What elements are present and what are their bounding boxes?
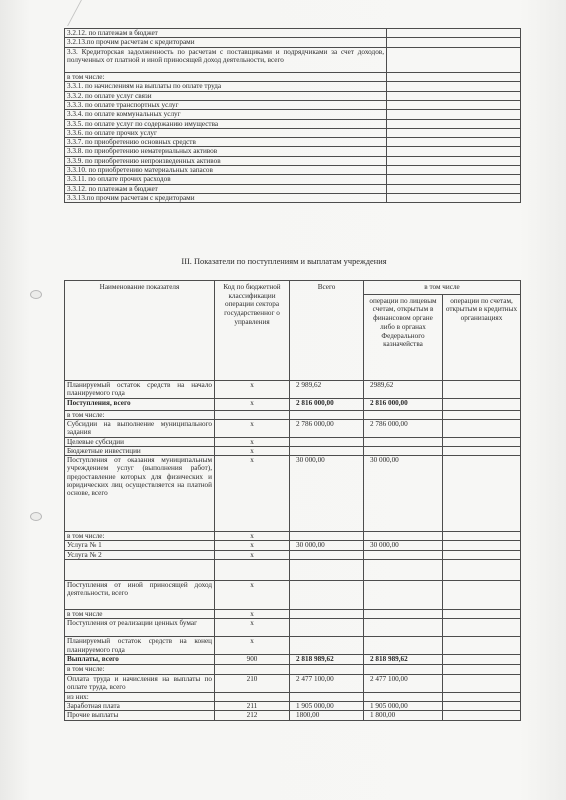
budget-code-cell	[215, 410, 290, 419]
budget-code-cell	[215, 692, 290, 701]
row-value	[387, 47, 521, 73]
table-row	[65, 655, 521, 665]
bank-accounts-cell	[443, 711, 521, 721]
treasury-accounts-cell	[364, 581, 443, 610]
column-header-name: Наименование показателя	[65, 281, 215, 381]
total-cell	[290, 581, 364, 610]
bank-accounts-cell	[443, 619, 521, 637]
treasury-accounts-cell	[364, 410, 443, 419]
table-row	[65, 193, 521, 202]
table-row	[65, 701, 521, 710]
treasury-accounts-cell	[364, 437, 443, 446]
table-row	[65, 437, 521, 446]
indicator-name-cell: Оплата труда и начисления на выплаты по оплате труда, всего	[65, 674, 215, 692]
row-label: 3.3.13.по прочим расчетам с кредиторами	[65, 193, 387, 202]
total-cell: 2 818 989,62	[290, 655, 364, 665]
indicator-name-cell: в том числе:	[65, 410, 215, 419]
indicator-name-cell: из них:	[65, 692, 215, 701]
table-row	[65, 119, 521, 128]
table-row	[65, 446, 521, 455]
row-value	[387, 91, 521, 100]
budget-code-cell: x	[215, 637, 290, 655]
treasury-accounts-cell	[364, 610, 443, 619]
punch-hole	[30, 512, 42, 521]
row-value	[387, 193, 521, 202]
column-header-including: в том числе	[364, 281, 521, 295]
treasury-accounts-cell	[364, 446, 443, 455]
total-cell: 30 000,00	[290, 456, 364, 532]
indicator-name-cell: в том числе	[65, 610, 215, 619]
treasury-accounts-cell	[364, 550, 443, 559]
bank-accounts-cell	[443, 437, 521, 446]
table-row	[65, 100, 521, 109]
indicator-name-cell: Поступления от оказания муниципальным учреждением услуг (выполнения работ), предоставление которых для физических и юридических лиц осуществляется на платной основе, всего	[65, 456, 215, 532]
indicator-name-cell: Бюджетные инвестиции	[65, 446, 215, 455]
bank-accounts-cell	[443, 665, 521, 674]
treasury-accounts-cell: 2989,62	[364, 380, 443, 398]
table-row	[65, 711, 521, 721]
total-cell	[290, 560, 364, 581]
table-row	[65, 456, 521, 532]
treasury-accounts-cell: 1 905 000,00	[364, 701, 443, 710]
treasury-accounts-cell	[364, 560, 443, 581]
column-header-total: Всего	[290, 281, 364, 381]
bank-accounts-cell	[443, 541, 521, 550]
total-cell	[290, 410, 364, 419]
bank-accounts-cell	[443, 398, 521, 410]
table-row	[65, 29, 521, 38]
row-value	[387, 119, 521, 128]
indicator-name-cell: Прочие выплаты	[65, 711, 215, 721]
indicator-name-cell: Поступления, всего	[65, 398, 215, 410]
table-row	[65, 380, 521, 398]
table-row	[65, 91, 521, 100]
row-label: 3.3.7. по приобретению основных средств	[65, 138, 387, 147]
table-row	[65, 47, 521, 73]
table-body	[65, 380, 521, 720]
budget-code-cell: 212	[215, 711, 290, 721]
treasury-accounts-cell	[364, 619, 443, 637]
budget-code-cell	[215, 665, 290, 674]
treasury-accounts-cell	[364, 692, 443, 701]
total-cell	[290, 550, 364, 559]
table-row	[65, 82, 521, 91]
row-value	[387, 110, 521, 119]
row-value	[387, 82, 521, 91]
table-row	[65, 619, 521, 637]
indicator-name-cell: Поступления от реализации ценных бумаг	[65, 619, 215, 637]
budget-code-cell: x	[215, 446, 290, 455]
total-cell	[290, 619, 364, 637]
bank-accounts-cell	[443, 674, 521, 692]
table-row	[65, 184, 521, 193]
table-row	[65, 610, 521, 619]
table-row	[65, 175, 521, 184]
receipts-payments-table	[64, 280, 521, 721]
treasury-accounts-cell	[364, 532, 443, 541]
budget-code-cell: x	[215, 550, 290, 559]
table-row	[65, 674, 521, 692]
total-cell	[290, 610, 364, 619]
table-row	[65, 138, 521, 147]
table-row	[65, 156, 521, 165]
table-row	[65, 110, 521, 119]
row-label: 3.2.12. по платежам в бюджет	[65, 29, 387, 38]
total-cell: 1800,00	[290, 711, 364, 721]
indicator-name-cell: Услуга № 2	[65, 550, 215, 559]
budget-code-cell: x	[215, 532, 290, 541]
row-value	[387, 138, 521, 147]
treasury-accounts-cell: 2 816 000,00	[364, 398, 443, 410]
treasury-accounts-cell: 2 477 100,00	[364, 674, 443, 692]
total-cell	[290, 665, 364, 674]
total-cell	[290, 692, 364, 701]
row-label: 3.3.1. по начислениям на выплаты по оплате труда	[65, 82, 387, 91]
treasury-accounts-cell: 30 000,00	[364, 541, 443, 550]
row-value	[387, 147, 521, 156]
treasury-accounts-cell: 30 000,00	[364, 456, 443, 532]
row-value	[387, 175, 521, 184]
table-row	[65, 128, 521, 137]
row-value	[387, 184, 521, 193]
bank-accounts-cell	[443, 410, 521, 419]
indicator-name-cell: Заработная плата	[65, 701, 215, 710]
table-row	[65, 398, 521, 410]
total-cell: 30 000,00	[290, 541, 364, 550]
indicator-name-cell: Целевые субсидии	[65, 437, 215, 446]
row-value	[387, 128, 521, 137]
bank-accounts-cell	[443, 637, 521, 655]
row-label: 3.2.13.по прочим расчетам с кредиторами	[65, 38, 387, 47]
punch-hole	[30, 290, 42, 299]
row-label: 3.3.10. по приобретению материальных запасов	[65, 166, 387, 175]
bank-accounts-cell	[443, 532, 521, 541]
table-row	[65, 420, 521, 438]
row-value	[387, 156, 521, 165]
bank-accounts-cell	[443, 581, 521, 610]
table-row	[65, 166, 521, 175]
indicator-name-cell: Планируемый остаток средств на конец планируемого года	[65, 637, 215, 655]
indicator-name-cell: в том числе:	[65, 665, 215, 674]
bank-accounts-cell	[443, 446, 521, 455]
row-label: 3.3.12. по платежам в бюджет	[65, 184, 387, 193]
total-cell	[290, 437, 364, 446]
table-row	[65, 692, 521, 701]
row-label: 3.3. Кредиторская задолженность по расчетам с поставщиками и подрядчиками за счет доходов, полученных от платной и иной приносящей доход деятельности, всего	[65, 47, 387, 73]
bank-accounts-cell	[443, 701, 521, 710]
row-label: 3.3.4. по оплате коммунальных услуг	[65, 110, 387, 119]
total-cell: 2 786 000,00	[290, 420, 364, 438]
budget-code-cell	[215, 560, 290, 581]
table-row	[65, 560, 521, 581]
row-label: в том числе:	[65, 73, 387, 82]
row-value	[387, 73, 521, 82]
row-value	[387, 38, 521, 47]
table-row	[65, 38, 521, 47]
indicator-name-cell: Планируемый остаток средств на начало планируемого года	[65, 380, 215, 398]
treasury-accounts-cell: 1 800,00	[364, 711, 443, 721]
column-header-treasury-accounts: операции по лицевым счетам, открытым в финансовом органе либо в органах Федерального казначейства	[364, 294, 443, 380]
treasury-accounts-cell	[364, 637, 443, 655]
table-row	[65, 637, 521, 655]
row-label: 3.3.3. по оплате транспортных услуг	[65, 100, 387, 109]
table-row	[65, 73, 521, 82]
row-label: 3.3.6. по оплате прочих услуг	[65, 128, 387, 137]
row-label: 3.3.9. по приобретению непроизведенных активов	[65, 156, 387, 165]
budget-code-cell: x	[215, 380, 290, 398]
bank-accounts-cell	[443, 420, 521, 438]
table-row	[65, 541, 521, 550]
table-row	[65, 532, 521, 541]
table-row	[65, 550, 521, 559]
row-label: 3.3.8. по приобретению нематериальных активов	[65, 147, 387, 156]
budget-code-cell: 210	[215, 674, 290, 692]
total-cell: 1 905 000,00	[290, 701, 364, 710]
treasury-accounts-cell: 2 786 000,00	[364, 420, 443, 438]
total-cell	[290, 532, 364, 541]
budget-code-cell: x	[215, 437, 290, 446]
bank-accounts-cell	[443, 560, 521, 581]
bank-accounts-cell	[443, 655, 521, 665]
creditor-debt-table-body	[65, 29, 521, 203]
table-row	[65, 665, 521, 674]
row-value	[387, 29, 521, 38]
total-cell: 2 989,62	[290, 380, 364, 398]
row-value	[387, 166, 521, 175]
budget-code-cell: 211	[215, 701, 290, 710]
row-label: 3.3.2. по оплате услуг связи	[65, 91, 387, 100]
row-label: 3.3.11. по оплате прочих расходов	[65, 175, 387, 184]
total-cell	[290, 637, 364, 655]
budget-code-cell: 900	[215, 655, 290, 665]
row-label: 3.3.5. по оплате услуг по содержанию имущества	[65, 119, 387, 128]
table-row	[65, 410, 521, 419]
budget-code-cell: x	[215, 610, 290, 619]
table-row	[65, 147, 521, 156]
budget-code-cell: x	[215, 619, 290, 637]
total-cell	[290, 446, 364, 455]
bank-accounts-cell	[443, 692, 521, 701]
indicator-name-cell: Выплаты, всего	[65, 655, 215, 665]
total-cell: 2 477 100,00	[290, 674, 364, 692]
bank-accounts-cell	[443, 610, 521, 619]
indicator-name-cell: Поступления от иной приносящей доход деятельности, всего	[65, 581, 215, 610]
table-header	[65, 281, 521, 381]
budget-code-cell: x	[215, 456, 290, 532]
budget-code-cell: x	[215, 581, 290, 610]
budget-code-cell: x	[215, 398, 290, 410]
column-header-code: Код по бюджетной классификации операции сектора государственног о управления	[215, 281, 290, 381]
column-header-bank-accounts: операции по счетам, открытым в кредитных организациях	[443, 294, 521, 380]
treasury-accounts-cell: 2 818 989,62	[364, 655, 443, 665]
total-cell: 2 816 000,00	[290, 398, 364, 410]
bank-accounts-cell	[443, 380, 521, 398]
indicator-name-cell: Услуга № 1	[65, 541, 215, 550]
indicator-name-cell: Субсидии на выполнение муниципального задания	[65, 420, 215, 438]
budget-code-cell: x	[215, 420, 290, 438]
bank-accounts-cell	[443, 456, 521, 532]
creditor-debt-table	[64, 28, 521, 203]
indicator-name-cell: в том числе:	[65, 532, 215, 541]
indicator-name-cell	[65, 560, 215, 581]
row-value	[387, 100, 521, 109]
budget-code-cell: x	[215, 541, 290, 550]
table-row	[65, 581, 521, 610]
bank-accounts-cell	[443, 550, 521, 559]
section-title: III. Показатели по поступлениям и выплатам учреждения	[181, 257, 387, 266]
treasury-accounts-cell	[364, 665, 443, 674]
